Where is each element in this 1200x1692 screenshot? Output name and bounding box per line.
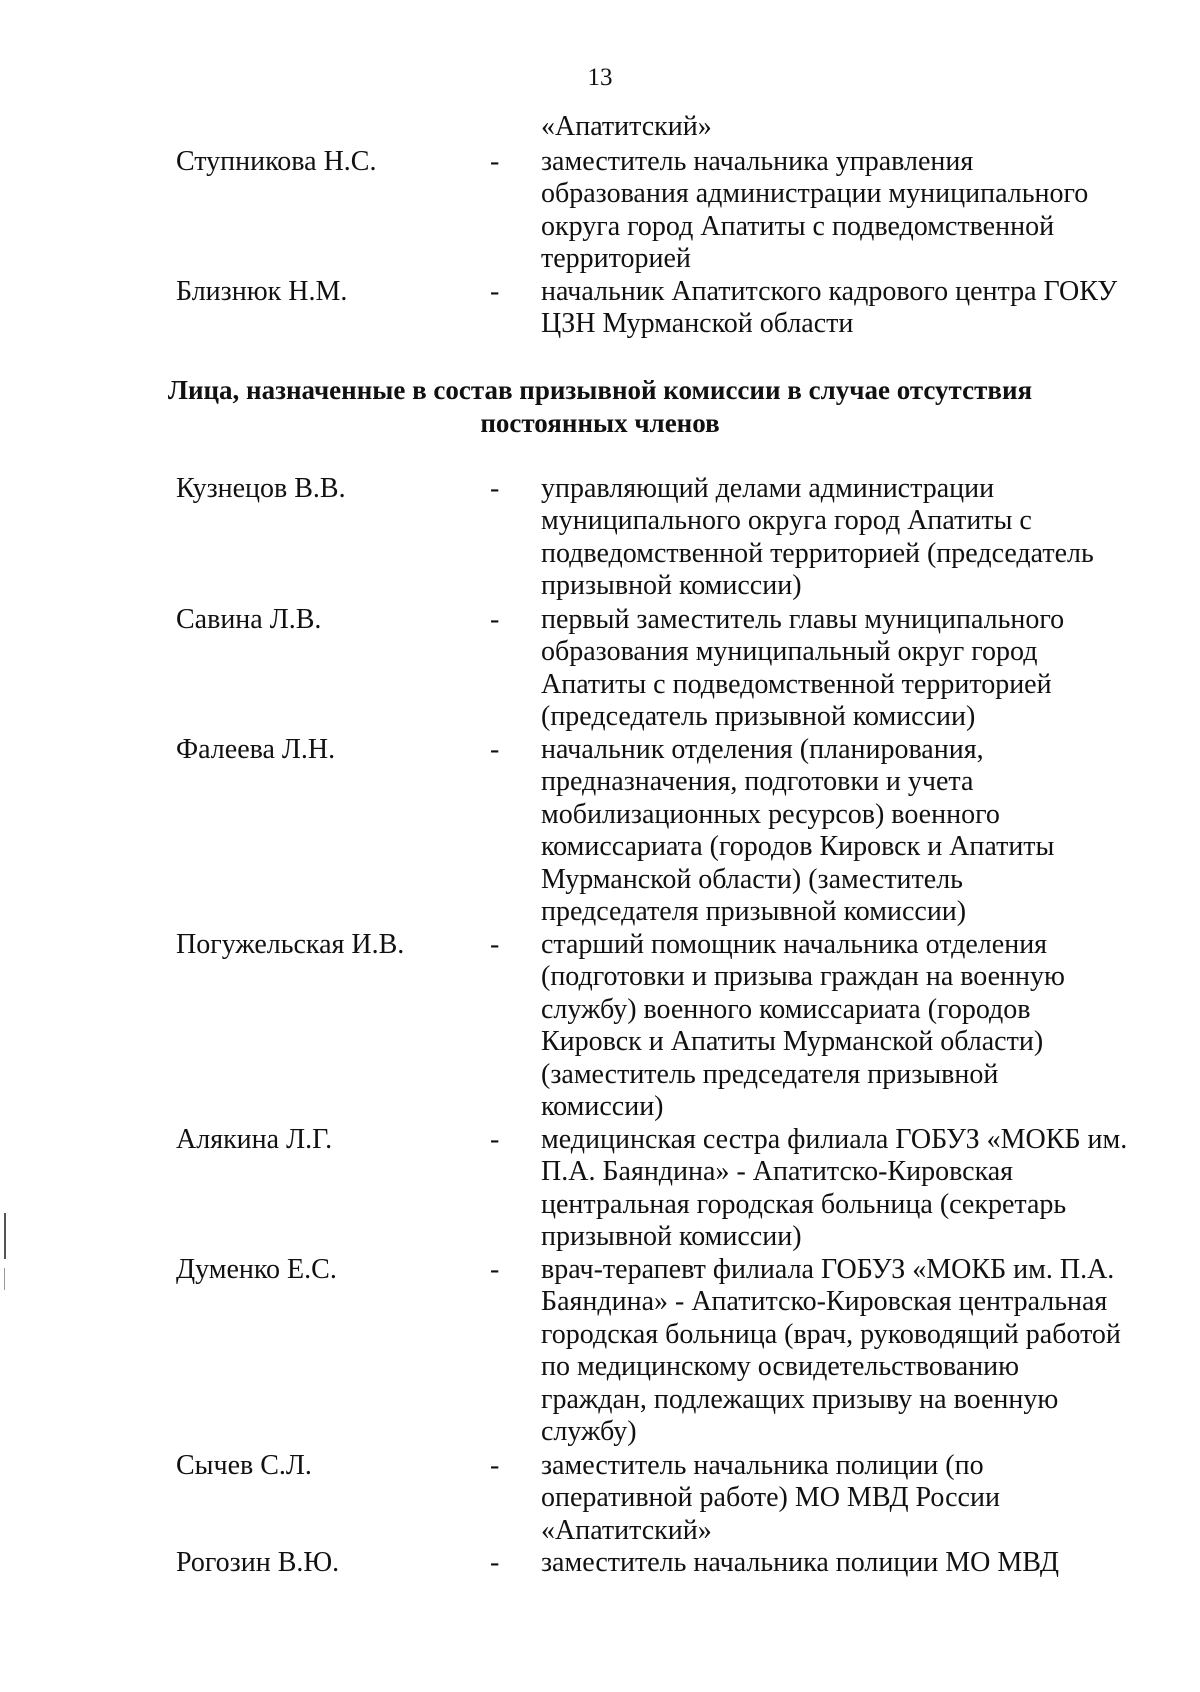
member-position: заместитель начальника полиции МО МВД — [541, 1547, 1059, 1578]
dash-separator: - — [490, 1547, 500, 1578]
scan-margin-mark — [4, 1268, 5, 1290]
member-name: Алякина Л.Г. — [176, 1124, 333, 1155]
member-position: медицинская сестра филиала ГОБУЗ «МОКБ им. П.А. Баяндина» - Апатитско-Кировская центральная городская больница (секретарь призывной комиссии) — [541, 1124, 1128, 1253]
member-name: Погужельская И.В. — [176, 929, 405, 960]
page-number: 13 — [587, 64, 613, 91]
member-name: Сычев С.Л. — [176, 1450, 312, 1481]
dash-separator: - — [490, 1124, 500, 1155]
dash-separator: - — [490, 929, 500, 960]
member-position: управляющий делами администрации муниципального округа город Апатиты с подведомственной территорией (председатель призывной комиссии) — [541, 473, 1094, 602]
member-position: заместитель начальника полиции (по оперативной работе) МО МВД России «Апатитский» — [541, 1450, 1000, 1546]
member-position: врач-терапевт филиала ГОБУЗ «МОКБ им. П.А. Баяндина» - Апатитско-Кировская центральная городская больница (врач, руководящий работой по медицинскому освидетельствованию граждан, подлежащих призыву на военную службу) — [541, 1254, 1121, 1448]
member-position: заместитель начальника управления образования администрации муниципального округа город Апатиты с подведомственной территорией — [541, 146, 1089, 275]
member-position: начальник Апатитского кадрового центра ГОКУ ЦЗН Мурманской области — [541, 276, 1118, 340]
member-name: Савина Л.В. — [176, 604, 322, 635]
dash-separator: - — [490, 604, 500, 635]
section-heading: Лица, назначенные в состав призывной комиссии в случае отсутствия постоянных членов — [167, 375, 1033, 438]
dash-separator: - — [490, 1450, 500, 1481]
member-name: Думенко Е.С. — [176, 1254, 337, 1285]
dash-separator: - — [490, 734, 500, 765]
continuation-text: «Апатитский» — [541, 111, 712, 142]
member-name: Фалеева Л.Н. — [176, 734, 336, 765]
member-position: старший помощник начальника отделения (подготовки и призыва граждан на военную службу) военного комиссариата (городов Кировск и Апатиты Мурманской области) (заместитель председателя призывной комиссии) — [541, 929, 1065, 1123]
member-position: первый заместитель главы муниципального образования муниципальный округ город Апатиты с подведомственной территорией (председатель призывной комиссии) — [541, 604, 1065, 733]
dash-separator: - — [490, 146, 500, 177]
dash-separator: - — [490, 1254, 500, 1285]
member-name: Ступникова Н.С. — [176, 146, 377, 177]
dash-separator: - — [490, 473, 500, 504]
scan-margin-mark — [4, 1213, 6, 1259]
dash-separator: - — [490, 276, 500, 307]
member-position: начальник отделения (планирования, предназначения, подготовки и учета мобилизационных ресурсов) военного комиссариата (городов Кировск и Апатиты Мурманской области) (заместитель председателя призывной комиссии) — [541, 734, 1055, 928]
member-name: Близнюк Н.М. — [176, 276, 348, 307]
member-name: Рогозин В.Ю. — [176, 1547, 340, 1578]
member-name: Кузнецов В.В. — [176, 473, 346, 504]
